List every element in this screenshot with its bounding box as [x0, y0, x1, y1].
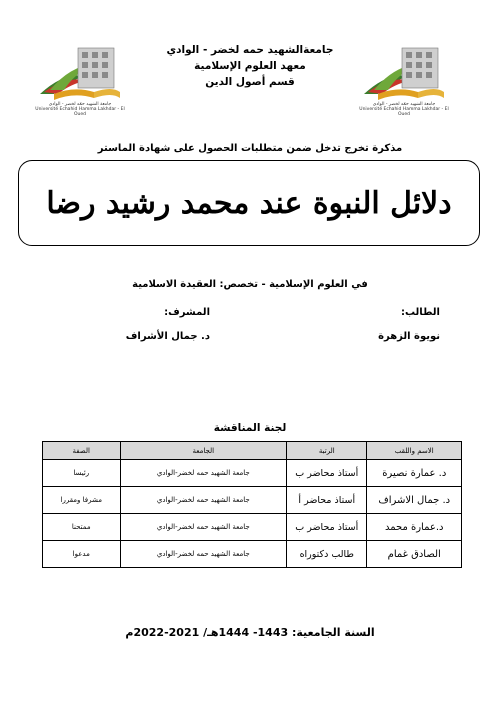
- university-logo-left: [34, 42, 126, 117]
- member-role: مدعوا: [43, 541, 121, 568]
- member-rank: طالب دكتوراه: [287, 541, 367, 568]
- academic-year: السنة الجامعية: 1443- 1444هـ/ 2021-2022م: [125, 626, 375, 639]
- table-row: [43, 541, 462, 568]
- supervisor-label: المشرف:: [164, 307, 210, 318]
- member-rank: أستاذ محاضر ب: [287, 514, 367, 541]
- member-name: د. جمال الاشراف: [367, 487, 462, 514]
- table-row: [43, 487, 462, 514]
- member-university: جامعة الشهيد حمه لخضر-الوادي: [120, 487, 287, 514]
- member-name: د.عمارة محمد: [367, 514, 462, 541]
- committee-table: [42, 441, 462, 568]
- specialization-line: في العلوم الإسلامية - تخصص: العقيدة الاسلامية: [132, 279, 368, 290]
- student-name: نويوة الزهرة: [378, 331, 440, 342]
- table-row: [43, 460, 462, 487]
- title-frame: [18, 160, 480, 246]
- member-rank: أستاذ محاضر أ: [287, 487, 367, 514]
- member-role: ممتحنا: [43, 514, 121, 541]
- university-name: جامعةالشهيد حمه لخضر - الوادي: [166, 44, 334, 56]
- department-name: قسم أصول الدين: [205, 76, 295, 88]
- member-role: مشرفا ومقررا: [43, 487, 121, 514]
- member-name: الصادق غمام: [367, 541, 462, 568]
- university-logo-right: [358, 42, 450, 117]
- header-name: الاسم واللقب: [367, 442, 462, 460]
- member-role: رئيسا: [43, 460, 121, 487]
- logo-caption-right: جامعة الشهيد حمّه لخضر - الوادي Université Echahid Hamma Lakhdar - El Oued: [359, 102, 449, 117]
- student-label: الطالب:: [400, 307, 440, 318]
- header-role: الصفة: [43, 442, 121, 460]
- header-rank: الرتبة: [287, 442, 367, 460]
- member-university: جامعة الشهيد حمه لخضر-الوادي: [120, 460, 287, 487]
- member-name: د. عمارة نصيرة: [367, 460, 462, 487]
- header-university: الجامعة: [120, 442, 287, 460]
- thesis-title: دلائل النبوة عند محمد رشيد رضا: [46, 185, 452, 221]
- member-university: جامعة الشهيد حمه لخضر-الوادي: [120, 541, 287, 568]
- member-university: جامعة الشهيد حمه لخضر-الوادي: [120, 514, 287, 541]
- memo-description: مذكرة تخرج تدخل ضمن متطلبات الحصول على شهادة الماستر: [97, 143, 403, 154]
- committee-title: لجنة المناقشة: [213, 422, 287, 434]
- committee-header-row: [43, 442, 462, 460]
- supervisor-name: د. جمال الأشراف: [125, 331, 210, 342]
- logo-caption-left: جامعة الشهيد حمّه لخضر - الوادي Université Echahid Hamma Lakhdar - El Oued: [35, 102, 125, 117]
- table-row: [43, 514, 462, 541]
- member-rank: أستاذ محاضر ب: [287, 460, 367, 487]
- university-header: [150, 42, 350, 90]
- institute-name: معهد العلوم الإسلامية: [194, 60, 306, 72]
